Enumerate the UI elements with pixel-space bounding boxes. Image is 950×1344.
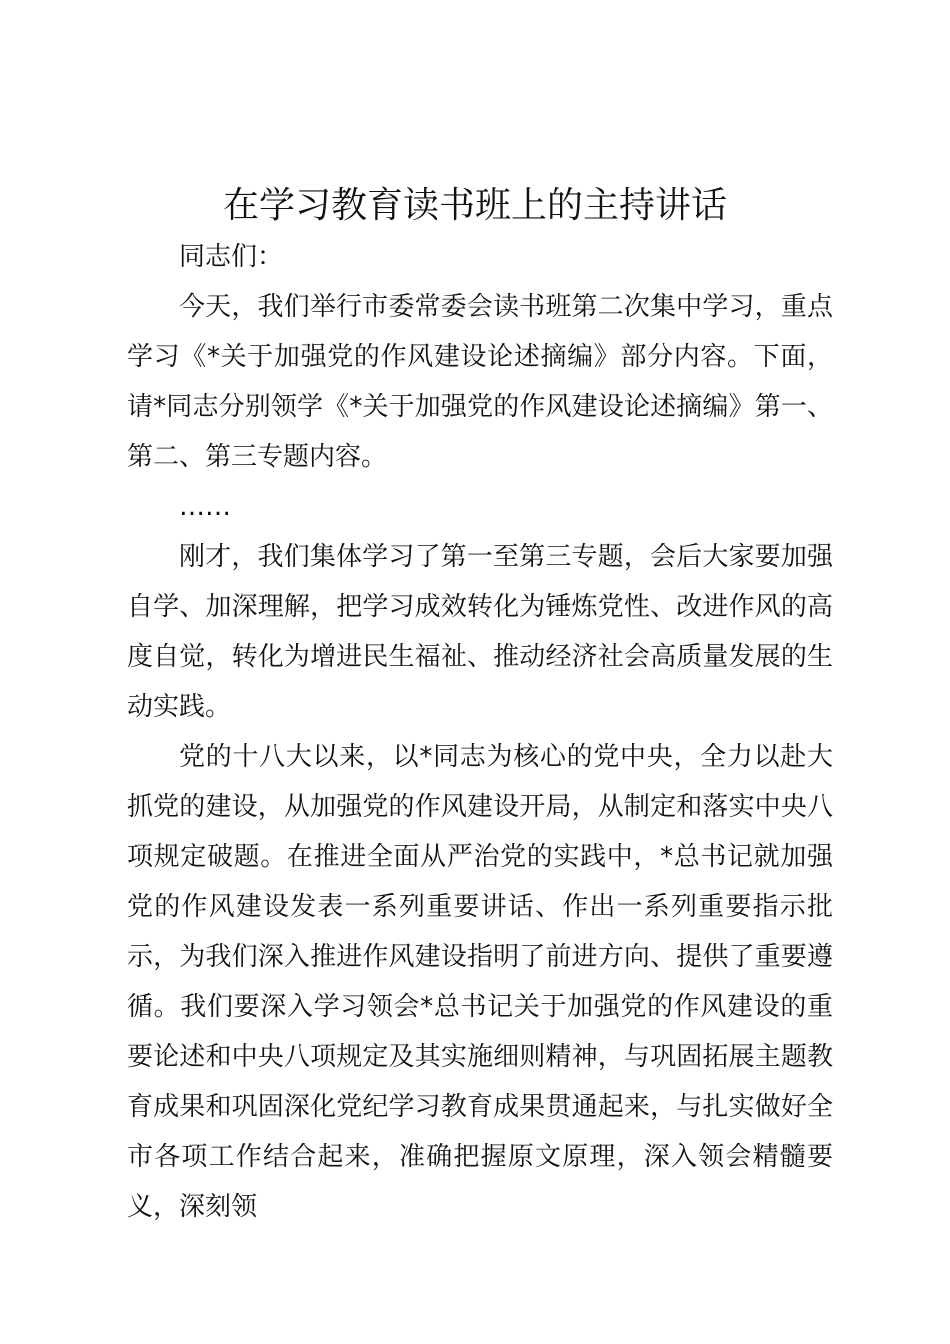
ellipsis-paragraph: ……	[179, 492, 231, 522]
body-paragraph: 党的十八大以来，以*同志为核心的党中央，全力以赴大抓党的建设，从加强党的作风建设开局，从制定和落实中央八项规定破题。在推进全面从严治党的实践中，*总书记就加强党的作风建设发表一系列重要讲话、作出一系列重要指示批示，为我们深入推进作风建设指明了前进方向、提供了重要遵循。我们要深入学习领会*总书记关于加强党的作风建设的重要论述和中央八项规定及其实施细则精神，与巩固拓展主题教育成果和巩固深化党纪学习教育成果贯通起来，与扎实做好全市各项工作结合起来，准确把握原文原理，深入领会精髓要义，深刻领	[127, 742, 833, 1222]
document-body	[127, 232, 833, 1232]
body-paragraph: 刚才，我们集体学习了第一至第三专题，会后大家要加强自学、加深理解，把学习成效转化为锤炼党性、改进作风的高度自觉，转化为增进民生福祉、推动经济社会高质量发展的生动实践。	[127, 542, 833, 722]
salutation-paragraph: 同志们：	[179, 242, 284, 272]
body-paragraph: 今天，我们举行市委常委会读书班第二次集中学习，重点学习《*关于加强党的作风建设论述摘编》部分内容。下面，请*同志分别领学《*关于加强党的作风建设论述摘编》第一、第二、第三专题内容。	[127, 292, 833, 472]
document-title: 在学习教育读书班上的主持讲话	[222, 185, 727, 226]
